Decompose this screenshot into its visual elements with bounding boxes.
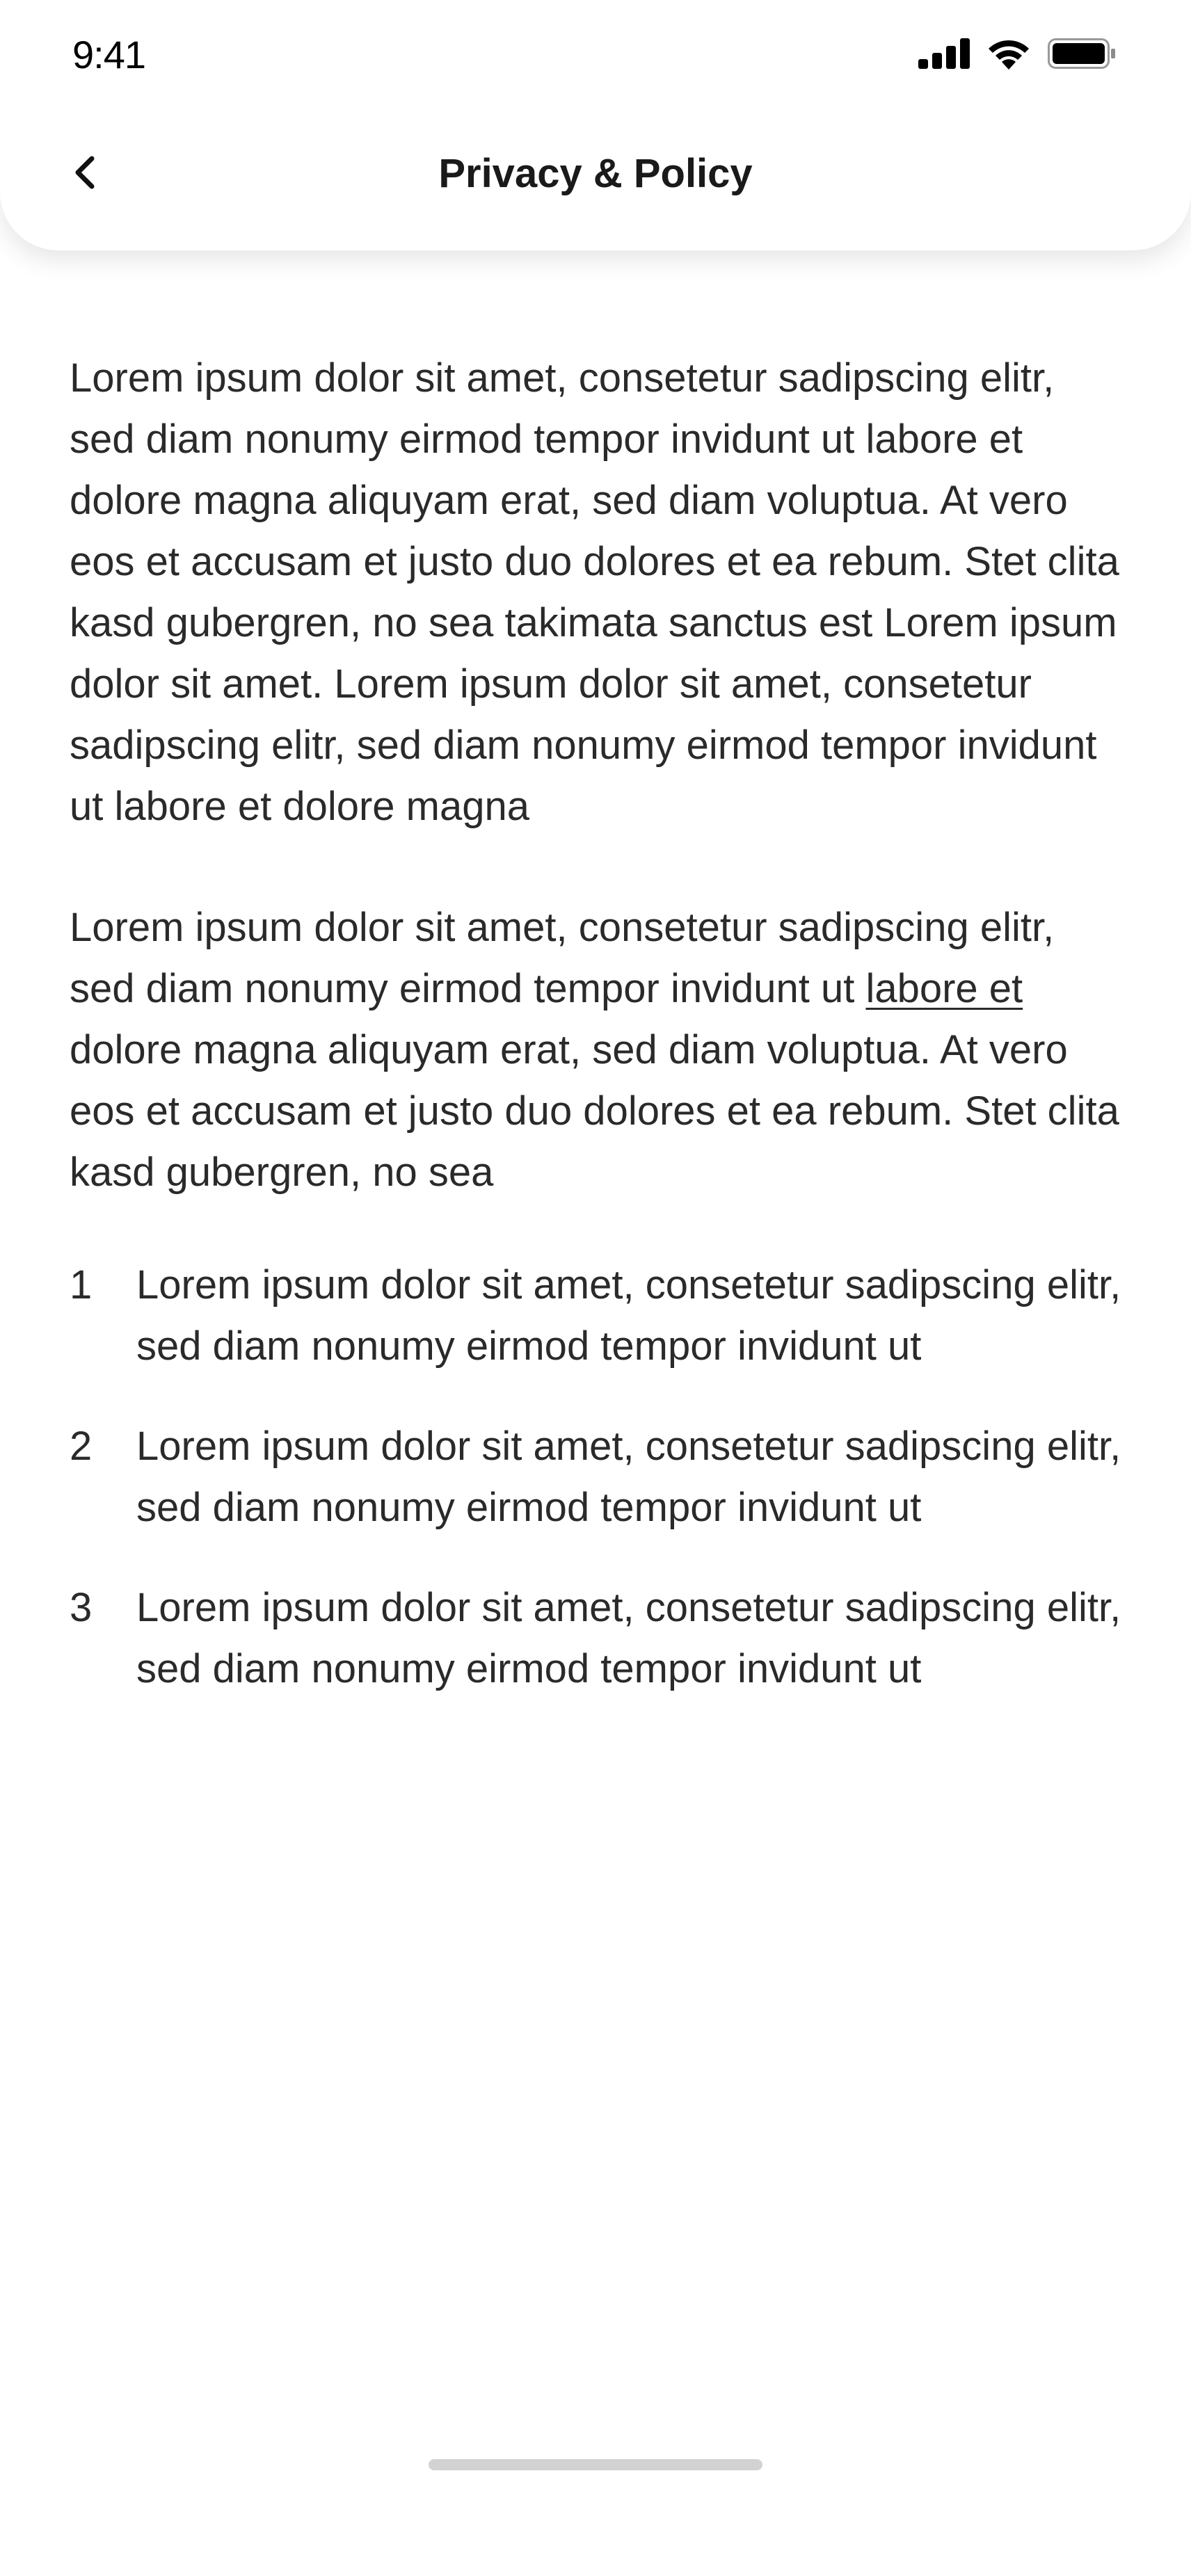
wifi-icon — [986, 38, 1031, 70]
status-icons — [918, 38, 1116, 70]
status-time: 9:41 — [72, 33, 145, 77]
list-item — [70, 1255, 1127, 1377]
policy-link[interactable]: labore et — [865, 966, 1023, 1011]
list-item-text: Lorem ipsum dolor sit amet, consetetur sadipscing elitr, sed diam nonumy eirmod tempor invidunt ut — [136, 1262, 1121, 1369]
list-item — [70, 1416, 1127, 1538]
header-card — [0, 0, 1191, 250]
cellular-signal-icon — [918, 38, 970, 69]
list-item-number: 3 — [70, 1585, 93, 1630]
list-item-number: 1 — [70, 1262, 93, 1307]
list-item-text: Lorem ipsum dolor sit amet, consetetur sadipscing elitr, sed diam nonumy eirmod tempor invidunt ut — [136, 1424, 1121, 1530]
policy-content — [70, 348, 1127, 1700]
list-item-text: Lorem ipsum dolor sit amet, consetetur sadipscing elitr, sed diam nonumy eirmod tempor invidunt ut — [136, 1585, 1121, 1691]
paragraph-details — [70, 897, 1127, 1203]
home-indicator[interactable] — [429, 2459, 762, 2470]
paragraph-text: Lorem ipsum dolor sit amet, consetetur sadipscing elitr, sed diam nonumy eirmod tempor invidunt ut — [70, 905, 1055, 1011]
numbered-list — [70, 1255, 1127, 1700]
paragraph-intro: Lorem ipsum dolor sit amet, consetetur sadipscing elitr, sed diam nonumy eirmod tempor invidunt ut labore et dolore magna aliquyam erat, sed diam voluptua. At vero eos et accusam et justo duo dolores et ea rebum. Stet clita kasd gubergren, no sea takimata sanctus est Lorem ipsum dolor sit amet. Lorem ipsum dolor sit amet, consetetur sadipscing elitr, sed diam nonumy eirmod tempor invidunt ut labore et dolore magna — [70, 355, 1119, 829]
paragraph-text: dolore magna aliquyam erat, sed diam voluptua. At vero eos et accusam et justo duo dolores et ea rebum. Stet clita kasd gubergren, no sea — [70, 1027, 1119, 1195]
list-item — [70, 1577, 1127, 1700]
page-title: Privacy & Policy — [438, 151, 753, 196]
list-item-number: 2 — [70, 1424, 93, 1469]
battery-icon — [1048, 38, 1116, 69]
